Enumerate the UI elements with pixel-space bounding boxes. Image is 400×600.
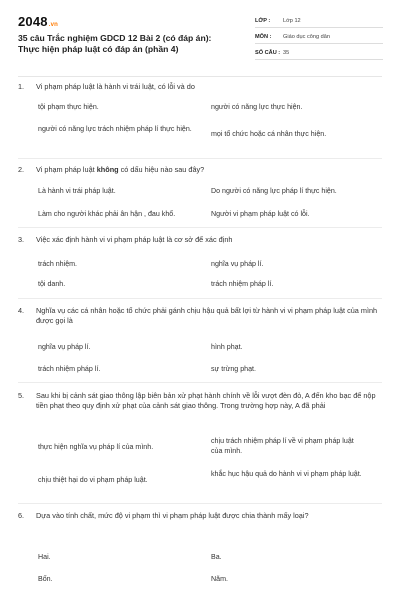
option-c[interactable]: Bốn. [38, 575, 53, 583]
option-c[interactable]: người có năng lực trách nhiệm pháp lí thực hiện. [38, 125, 192, 133]
document-meta [255, 14, 383, 62]
meta-value: Lớp 12 [283, 17, 301, 24]
question-number: 4. [18, 306, 25, 315]
question-separator [18, 298, 382, 299]
option-b[interactable]: chịu trách nhiệm pháp lí về vi phạm pháp luật của mình. [211, 437, 354, 455]
meta-value: Giáo dục công dân [283, 33, 330, 40]
meta-key: SỐ CÂU : [255, 49, 281, 56]
option-b[interactable]: Ba. [211, 553, 222, 561]
question-text: Sau khi bị cảnh sát giao thông lập biên bản xử phạt hành chính về lỗi vượt đèn đỏ, A đến kho bạc để nộp tiền phạt theo quy định xử phạt của cảnh sát giao thông. Trong trường hợp này, A đã phải [36, 391, 376, 410]
question-prompt [18, 165, 382, 175]
option-b[interactable]: Do người có năng lực pháp lí thực hiện. [211, 187, 337, 195]
option-c[interactable]: trách nhiệm pháp lí. [38, 365, 101, 373]
logo-text: 2048 [18, 14, 48, 29]
question-5 [18, 391, 382, 411]
option-b[interactable]: hình phạt. [211, 343, 243, 351]
question-text: Dựa vào tính chất, mức độ vi phạm thì vi phạm pháp luật được chia thành mấy loại? [36, 511, 309, 520]
document-header [0, 0, 400, 72]
question-prompt [18, 306, 382, 326]
meta-key: MÔN : [255, 33, 272, 40]
option-c[interactable]: Làm cho người khác phải ân hận , đau khổ. [38, 210, 176, 218]
logo-suffix: .vn [48, 22, 59, 28]
document-title: 35 câu Trắc nghiệm GDCD 12 Bài 2 (có đáp án): Thực hiện pháp luật có đáp án (phần 4) [18, 33, 212, 54]
meta-row-class [255, 14, 383, 28]
question-prompt [18, 82, 382, 92]
question-separator [18, 158, 382, 159]
question-separator [18, 503, 382, 504]
meta-row-subject [255, 30, 383, 44]
option-c[interactable]: chịu thiệt hại do vi phạm pháp luật. [38, 476, 148, 484]
option-a[interactable]: Là hành vi trái pháp luật. [38, 187, 116, 195]
option-a[interactable]: trách nhiệm. [38, 260, 78, 268]
question-text: Vi phạm pháp luật không có dấu hiệu nào sau đây? [36, 165, 205, 174]
option-d[interactable]: mọi tổ chức hoặc cá nhân thực hiện. [211, 130, 327, 138]
option-a[interactable]: tội phạm thực hiện. [38, 103, 99, 111]
option-a[interactable]: Hai. [38, 553, 51, 561]
option-d[interactable]: sự trừng phạt. [211, 365, 256, 373]
question-6 [18, 511, 382, 521]
question-text: Nghĩa vụ các cá nhân hoặc tổ chức phải gánh chịu hậu quả bất lợi từ hành vi vi phạm pháp luật của mình được gọi là [36, 306, 378, 325]
question-prompt [18, 391, 382, 411]
option-d[interactable]: khắc hục hậu quả do hành vi vi phạm pháp luật. [211, 470, 362, 478]
question-1 [18, 82, 382, 92]
question-number: 2. [18, 165, 25, 174]
option-b[interactable]: nghĩa vụ pháp lí. [211, 260, 264, 268]
question-separator [18, 382, 382, 383]
question-number: 1. [18, 82, 25, 91]
question-number: 6. [18, 511, 25, 520]
meta-value: 35 [283, 49, 290, 56]
question-2 [18, 165, 382, 175]
question-4 [18, 306, 382, 326]
option-d[interactable]: Năm. [211, 575, 228, 583]
option-a[interactable]: nghĩa vụ pháp lí. [38, 343, 91, 351]
question-number: 3. [18, 235, 25, 244]
question-text: Vi phạm pháp luật là hành vi trái luật, có lỗi và do [36, 82, 195, 91]
question-separator [18, 227, 382, 228]
question-prompt [18, 511, 382, 521]
option-c[interactable]: tội danh. [38, 280, 66, 288]
question-prompt [18, 235, 382, 245]
question-text: Việc xác định hành vi vi phạm pháp luật là cơ sở để xác định [36, 235, 233, 244]
question-number: 5. [18, 391, 25, 400]
site-logo[interactable] [18, 14, 58, 29]
header-divider [18, 76, 382, 77]
option-d[interactable]: Người vi phạm pháp luật có lỗi. [211, 210, 310, 218]
meta-key: LỚP : [255, 17, 271, 24]
option-d[interactable]: trách nhiệm pháp lí. [211, 280, 274, 288]
meta-row-count [255, 46, 383, 60]
question-3 [18, 235, 382, 245]
option-b[interactable]: người có năng lực thực hiện. [211, 103, 303, 111]
option-a[interactable]: thực hiện nghĩa vụ pháp lí của mình. [38, 443, 154, 451]
